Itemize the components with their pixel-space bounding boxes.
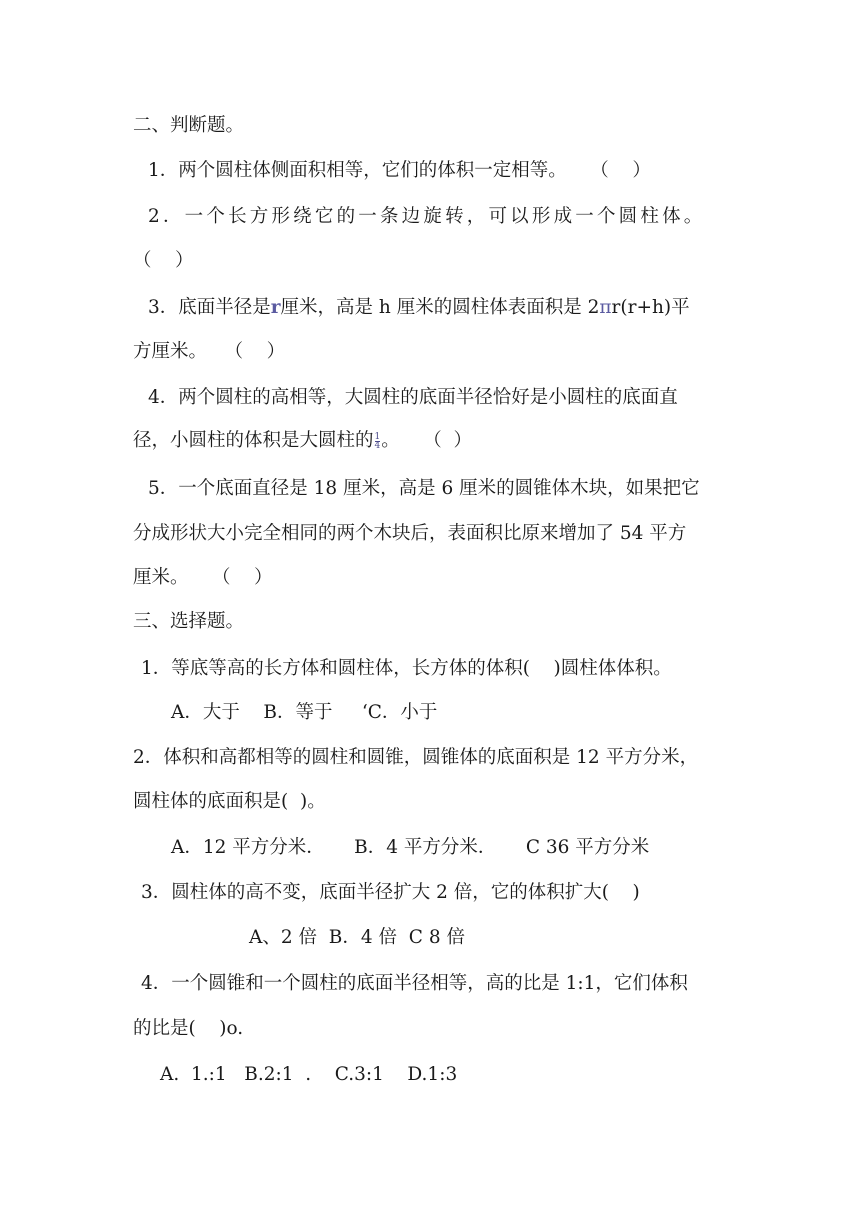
judgment-question-3-line1 (148, 299, 690, 318)
q3-text-c: r(r+h)平 (611, 297, 690, 318)
choice-question-2-line1: 2．体积和高都相等的圆柱和圆锥，圆锥体的底面积是 12 平方分米， (133, 747, 699, 768)
q3-text-b: 厘米，高是 h 厘米的圆柱体表面积是 2 (280, 297, 600, 318)
choice-question-3-options: A、2 倍 B．4 倍 C 8 倍 (249, 927, 465, 948)
judgment-question-2-line2: （ ） (133, 250, 194, 271)
section-heading-choice: 三、选择题。 (133, 611, 245, 632)
choice-question-1: 1．等底等高的长方体和圆柱体，长方体的体积( )圆柱体体积。 (141, 658, 672, 679)
judgment-question-5-line3: 厘米。 （ ） (133, 567, 273, 588)
q4-text-a: 径，小圆柱的体积是大圆柱的 (133, 430, 374, 451)
choice-question-1-options: A．大于 B．等于 ‘C．小于 (171, 702, 438, 723)
fraction-numerator: 1 (374, 431, 381, 442)
judgment-question-5-line1: 5．一个底面直径是 18 厘米，高是 6 厘米的圆锥体木块，如果把它 (148, 478, 700, 499)
judgment-question-4-line1: 4．两个圆柱的高相等，大圆柱的底面半径恰好是小圆柱的底面直 (148, 387, 678, 408)
pi-symbol: π (599, 297, 612, 318)
judgment-question-2-line1: 2．一个长方形绕它的一条边旋转，可以形成一个圆柱体。 (148, 206, 706, 227)
choice-question-4-line2: 的比是( )o. (133, 1018, 244, 1039)
section-heading-judgment: 二、判断题。 (133, 115, 245, 136)
fraction-denominator: 4 (374, 440, 381, 451)
judgment-question-5-line2: 分成形状大小完全相同的两个木块后，表面积比原来增加了 54 平方 (133, 523, 687, 544)
judgment-question-1: 1．两个圆柱体侧面积相等，它们的体积一定相等。 （ ） (148, 160, 651, 181)
choice-question-4-options: A. 1.:1 B.2:1 . C.3:1 D.1:3 (160, 1064, 458, 1085)
judgment-question-4-line2 (133, 432, 472, 451)
judgment-question-3-line2: 方厘米。 （ ） (133, 341, 286, 362)
choice-question-3: 3．圆柱体的高不变，底面半径扩大 2 倍，它的体积扩大( ) (141, 882, 640, 903)
choice-question-2-line2: 圆柱体的底面积是( )。 (133, 791, 326, 812)
q4-text-b: 。 （ ） (381, 430, 473, 451)
q3-text-a: 3．底面半径是 (148, 297, 271, 318)
choice-question-2-options: A．12 平方分米． B．4 平方分米． C 36 平方分米 (171, 837, 650, 858)
choice-question-4-line1: 4．一个圆锥和一个圆柱的底面半径相等，高的比是 1:1，它们体积 (141, 973, 688, 994)
fraction-one-quarter (375, 433, 381, 450)
radius-symbol: r (270, 297, 281, 318)
